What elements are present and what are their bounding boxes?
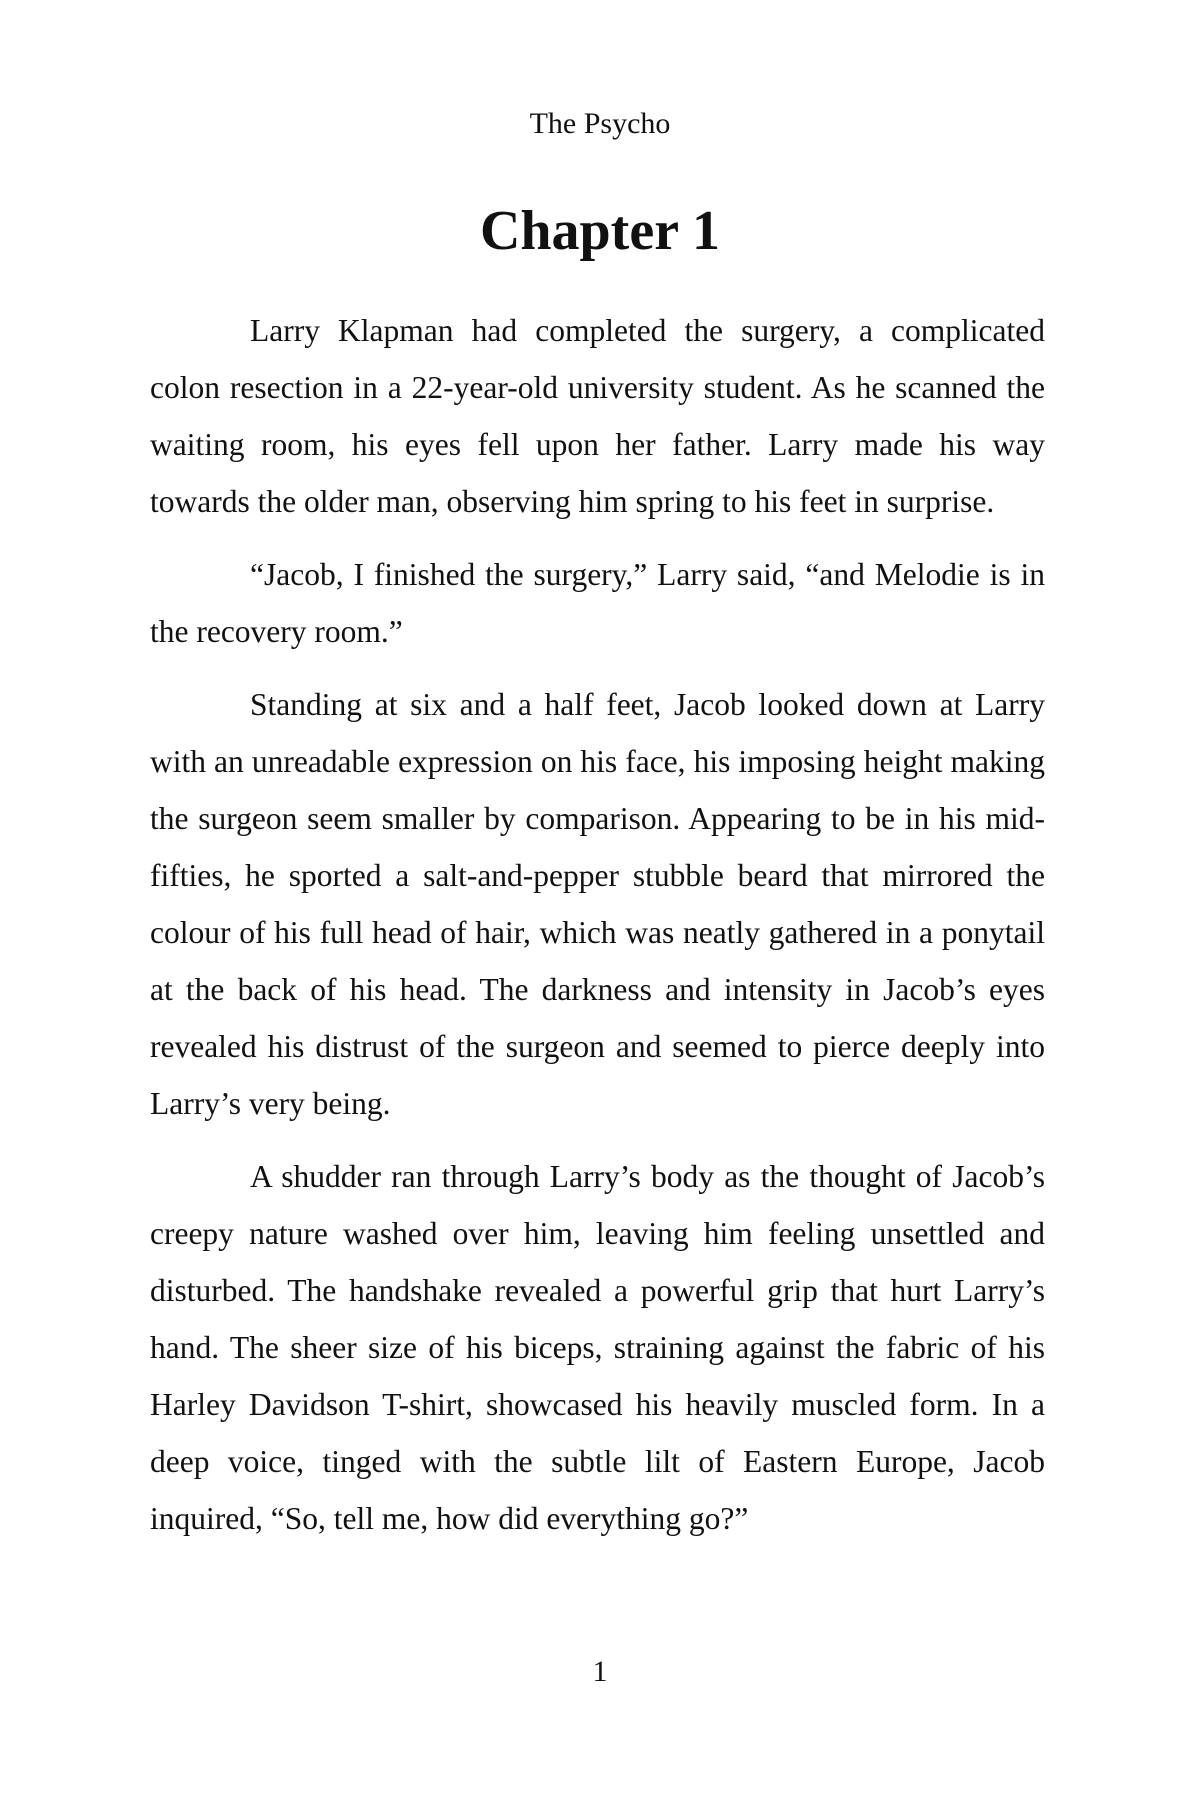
paragraph: A shudder ran through Larry’s body as the thought of Jacob’s creepy nature washed over him, leaving him feeling unsettled and disturbed. The handshake revealed a powerful grip that hurt Larry’s hand. The sheer size of his biceps, straining against the fabric of his Harley Davidson T-shirt, showcased his heavily muscled form. In a deep voice, tinged with the subtle lilt of Eastern Europe, Jacob inquired, “So, tell me, how did everything go?” xyxy=(150,1159,1045,1536)
chapter-title: Chapter 1 xyxy=(479,200,721,262)
paragraph: Standing at six and a half feet, Jacob looked down at Larry with an unreadable expression on his face, his imposing height making the surgeon seem smaller by comparison. Appearing to be in his mid-fifties, he sported a salt-and-pepper stubble beard that mirrored the colour of his full head of hair, which was neatly gathered in a ponytail at the back of his head. The darkness and intensity in Jacob’s eyes revealed his distrust of the surgeon and seemed to pierce deeply into Larry’s very being. xyxy=(150,687,1045,1121)
paragraph: Larry Klapman had completed the surgery, a complicated colon resection in a 22-year-old university student. As he scanned the waiting room, his eyes fell upon her father. Larry made his way towards the older man, observing him spring to his feet in surprise. xyxy=(150,313,1045,519)
chapter-body xyxy=(150,302,1045,1563)
running-head: The Psycho xyxy=(529,107,671,140)
paragraph: “Jacob, I finished the surgery,” Larry said, “and Melodie is in the recovery room.” xyxy=(150,557,1045,649)
page-number: 1 xyxy=(592,1655,608,1688)
